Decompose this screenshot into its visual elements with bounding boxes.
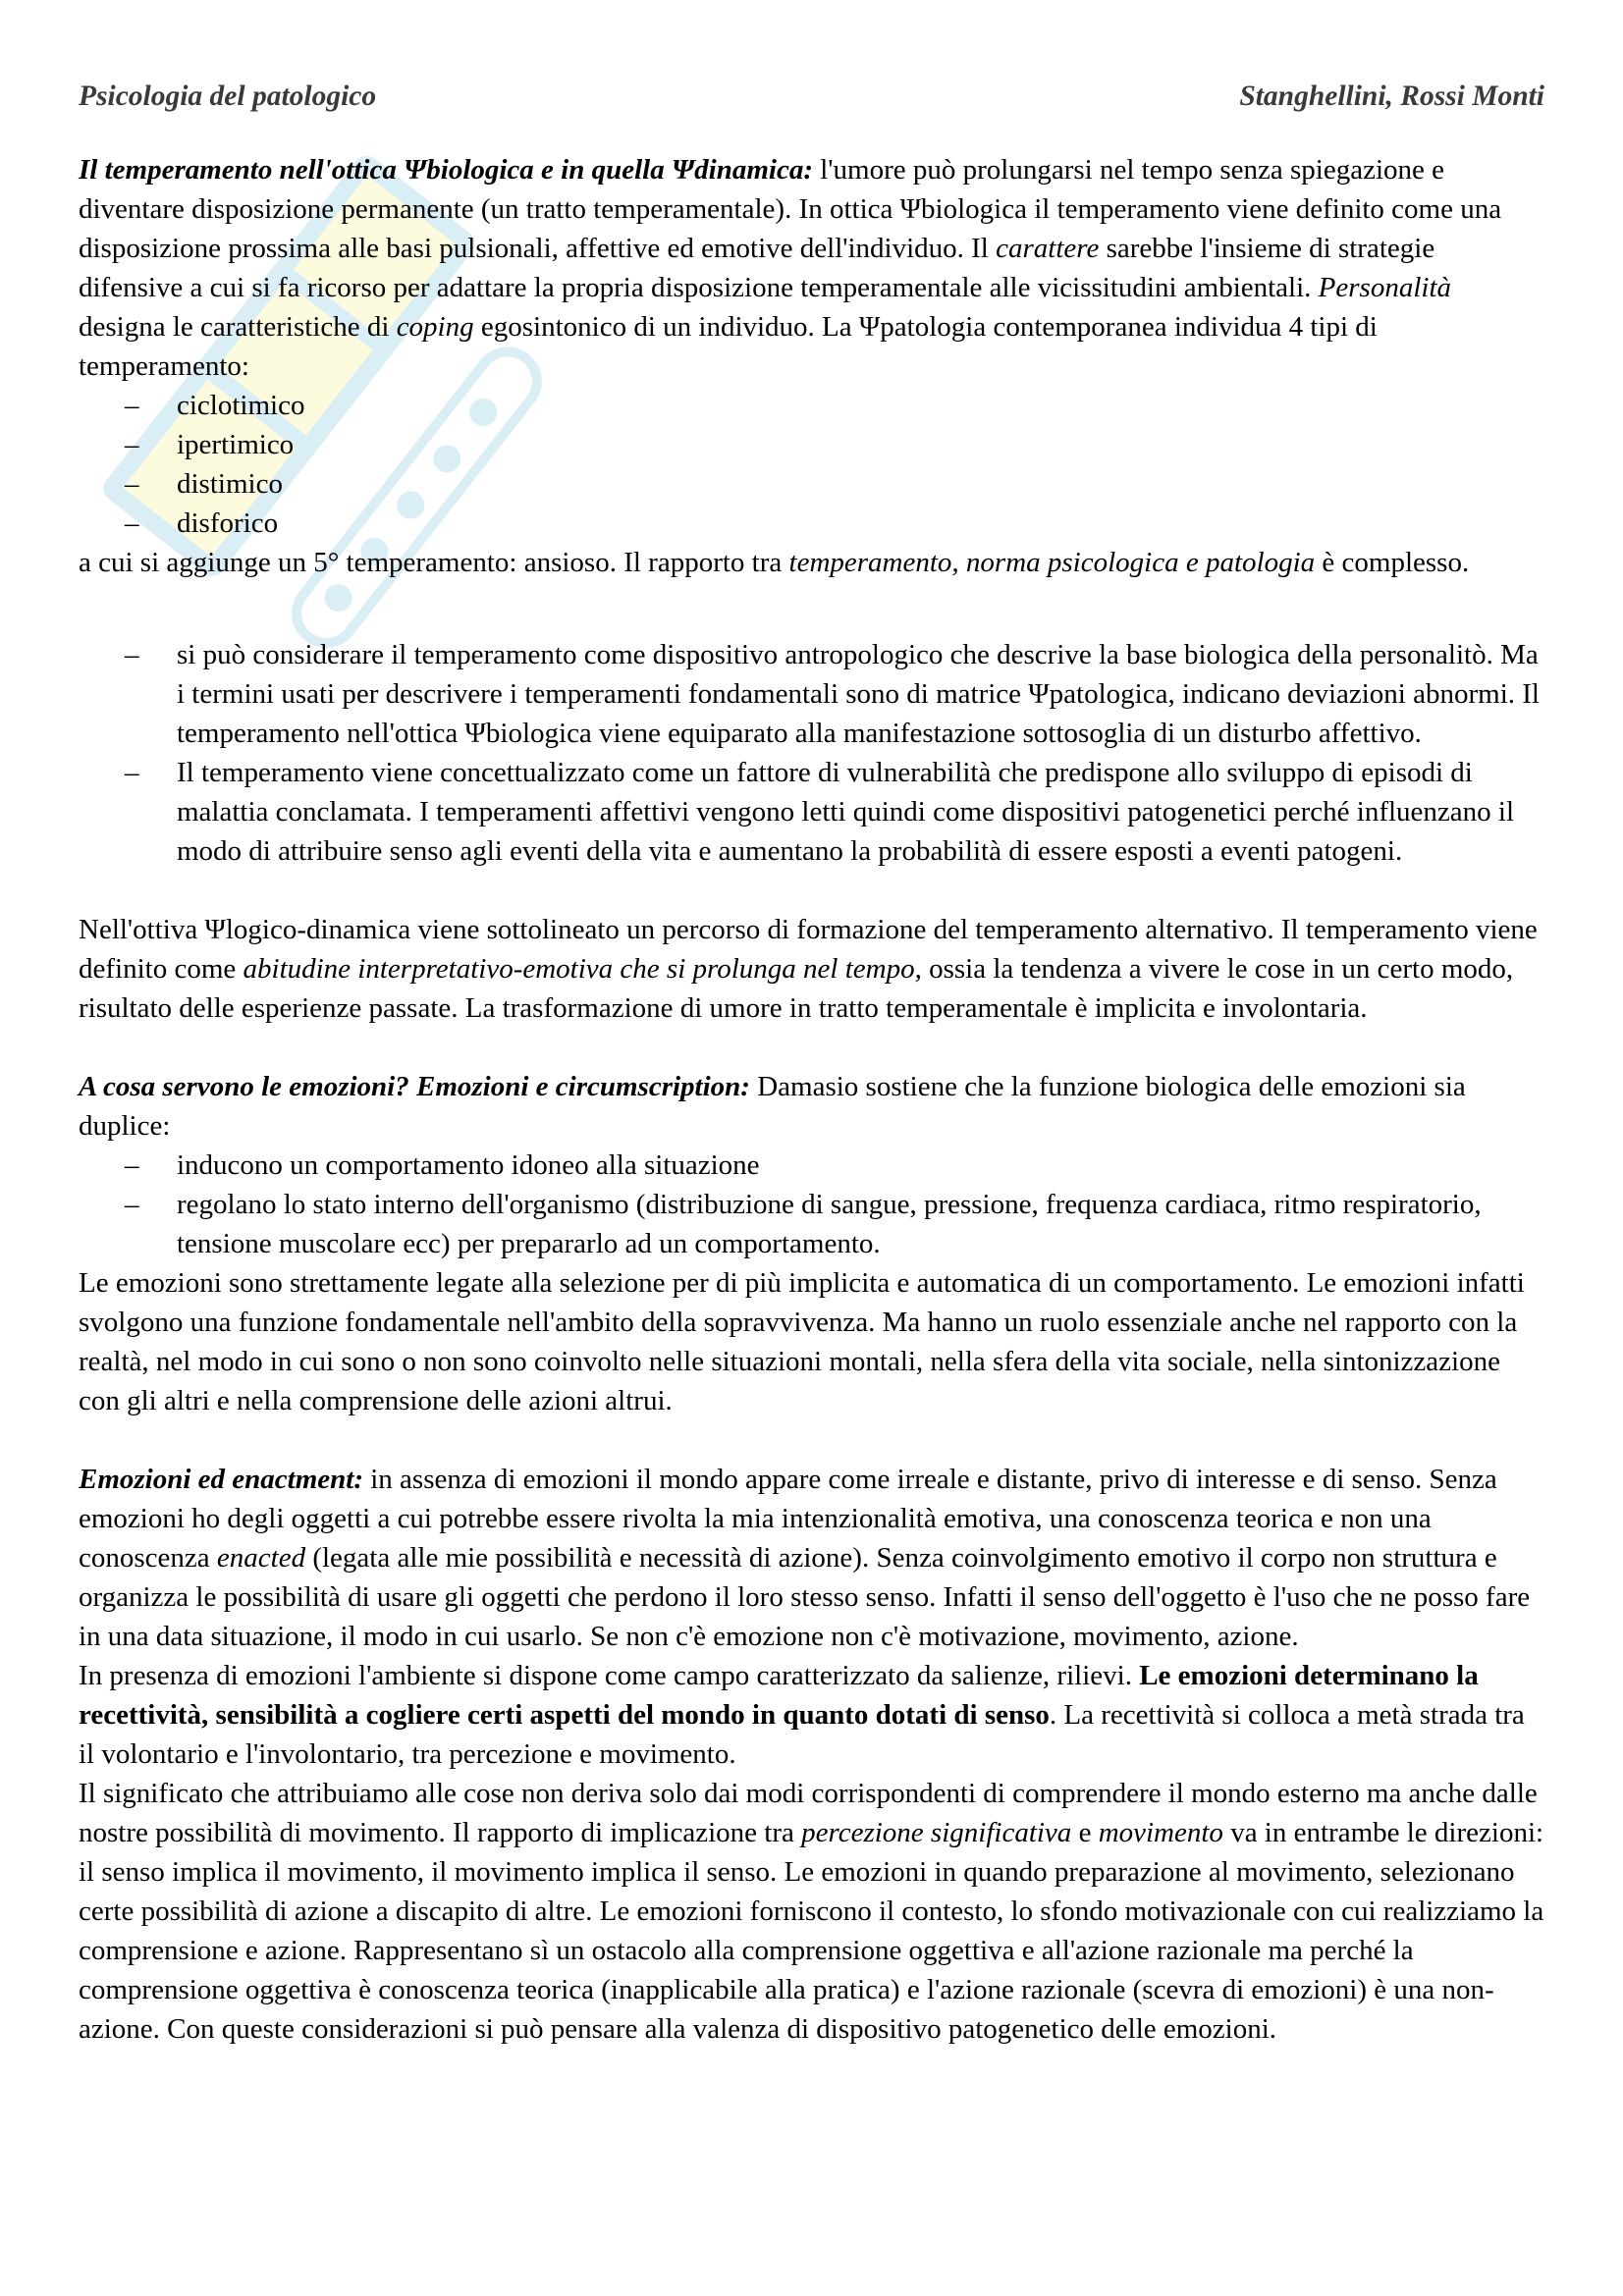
italic-term: coping [396, 311, 474, 343]
meaning-movement-paragraph [79, 1774, 1544, 2049]
temperament-paragraph [79, 150, 1544, 386]
text-run: va in entrambe le direzioni: il senso implica il movimento, il movimento implica il senso. Le emozioni in quando preparazione al movimento, selezionano certe possibilità di azione a discapito di altre. Le emozioni forniscono il contesto, lo sfondo motivazionale con cui realizziamo la comprensione e azione. Rappresentano sì un ostacolo alla comprensione oggettiva e all'azione razionale ma perché la comprensione oggettiva è conoscenza teorica (inapplicabile alla pratica) e l'azione razionale (scevra di emozioni) è una non-azione. Con queste considerazioni si può pensare alla valenza di dispositivo patogenetico delle emozioni. [79, 1817, 1544, 2045]
italic-term: percezione significativa [801, 1817, 1072, 1848]
header-authors: Stanghellini, Rossi Monti [1239, 80, 1544, 112]
text-run: egosintonico di un individuo. La Ψpatologia contemporanea individua 4 tipi di temperamento: [79, 311, 1378, 382]
italic-term: temperamento, norma psicologica e patologia [788, 547, 1316, 578]
text-run: è complesso. [1315, 547, 1470, 578]
text-run: Il significato che attribuiamo alle cose non deriva solo dai modi corrispondenti di comprendere il mondo esterno ma anche dalle nostre possibilità di movimento. Il rapporto di implicazione tra [79, 1778, 1538, 1848]
temperament-notes-list [79, 635, 1544, 871]
list-item: – distimico [79, 464, 1544, 504]
italic-term: abitudine interpretativo-emotiva che si prolunga nel tempo, [243, 953, 922, 985]
psychodynamic-paragraph [79, 910, 1544, 1028]
receptivity-paragraph [79, 1656, 1544, 1774]
emotion-functions-list [79, 1146, 1544, 1263]
list-item: – disforico [79, 504, 1544, 543]
text-run: In presenza di emozioni l'ambiente si dispone come campo caratterizzato da salienze, rilievi. [79, 1660, 1140, 1691]
document-page [79, 80, 1544, 2049]
list-item: – regolano lo stato interno dell'organismo (distribuzione di sangue, pressione, frequenza cardiaca, ritmo respiratorio, tensione muscolare ecc) per prepararlo ad un comportamento. [79, 1185, 1544, 1263]
list-item: – ciclotimico [79, 386, 1544, 425]
italic-term: movimento [1098, 1817, 1223, 1848]
page-header [79, 80, 1544, 113]
enactment-paragraph [79, 1460, 1544, 1656]
section-heading-temperamento: Il temperamento nell'ottica Ψbiologica e in quella Ψdinamica: [79, 154, 813, 186]
text-run: ossia la tendenza a vivere le cose in un certo modo, risultato delle esperienze passate. La trasformazione di umore in tratto temperamentale è implicita e involontaria. [79, 953, 1514, 1024]
text-run: l'umore può prolungarsi nel tempo senza spiegazione e diventare disposizione permanente (un tratto temperamentale). In ottica Ψbiologica il temperamento viene definito come una disposizione prossima alle basi pulsionali, affettive ed emotive dell'individuo. Il [79, 154, 1502, 264]
header-title: Psicologia del patologico [79, 80, 377, 112]
text-run: . La recettività si colloca a metà strada tra il volontario e l'involontario, tra percezione e movimento. [79, 1699, 1525, 1770]
text-run: in assenza di emozioni il mondo appare come irreale e distante, privo di interesse e di senso. Senza emozioni ho degli oggetti a cui potrebbe essere rivolta la mia intenzionalità emotiva, una conoscenza teorica e non una conoscenza [79, 1464, 1497, 1574]
temperament-addendum [79, 543, 1544, 582]
italic-term: enacted [216, 1542, 306, 1574]
italic-term: Personalità [1318, 272, 1452, 303]
italic-term: carattere [996, 233, 1100, 264]
emotions-purpose-paragraph [79, 1067, 1544, 1146]
list-item: – inducono un comportamento idoneo alla situazione [79, 1146, 1544, 1185]
list-item: – Il temperamento viene concettualizzato come un fattore di vulnerabilità che predispone allo sviluppo di episodi di malattia conclamata. I temperamenti affettivi vengono letti quindi come dispositivi patogenetici perché influenzano il modo di attribuire senso agli eventi della vita e aumentano la probabilità di essere esposti a eventi patogeni. [79, 753, 1544, 871]
section-heading-enactment: Emozioni ed enactment: [79, 1464, 363, 1495]
text-run: e [1071, 1817, 1099, 1848]
list-item: – ipertimico [79, 425, 1544, 464]
section-heading-emozioni: A cosa servono le emozioni? Emozioni e circumscription: [79, 1071, 750, 1102]
text-run: a cui si aggiunge un 5° temperamento: ansioso. Il rapporto tra [79, 547, 789, 578]
list-item: – si può considerare il temperamento come dispositivo antropologico che descrive la base biologica della personalitò. Ma i termini usati per descrivere i temperamenti fondamentali sono di matrice Ψpatologica, indicano deviazioni abnormi. Il temperamento nell'ottica Ψbiologica viene equiparato alla manifestazione sottosoglia di un disturbo affettivo. [79, 635, 1544, 753]
bold-statement: Le emozioni determinano la recettività, sensibilità a cogliere certi aspetti del mondo in quanto dotati di senso [79, 1660, 1479, 1731]
text-run: Nell'ottiva Ψlogico-dinamica viene sottolineato un percorso di formazione del temperamento alternativo. Il temperamento viene definito come [79, 914, 1538, 985]
text-run: (legata alle mie possibilità e necessità di azione). Senza coinvolgimento emotivo il corpo non struttura e organizza le possibilità di usare gli oggetti che perdono il loro stesso senso. Infatti il senso dell'oggetto è l'uso che ne posso fare in una data situazione, il modo in cui usarlo. Se non c'è emozione non c'è motivazione, movimento, azione. [79, 1542, 1531, 1652]
text-run: Damasio sostiene che la funzione biologica delle emozioni sia duplice: [79, 1071, 1466, 1142]
text-run: designa le caratteristiche di [79, 311, 397, 343]
temperament-types-list [79, 386, 1544, 543]
emotions-selection-paragraph: Le emozioni sono strettamente legate alla selezione per di più implicita e automatica di un comportamento. Le emozioni infatti svolgono una funzione fondamentale nell'ambito della sopravvivenza. Ma hanno un ruolo essenziale anche nel rapporto con la realtà, nel modo in cui sono o non sono coinvolto nelle situazioni montali, nella sfera della vita sociale, nella sintonizzazione con gli altri e nella comprensione delle azioni altrui. [79, 1267, 1525, 1416]
text-run: sarebbe l'insieme di strategie difensive a cui si fa ricorso per adattare la propria disposizione temperamentale alle vicissitudini ambientali. [79, 233, 1435, 303]
